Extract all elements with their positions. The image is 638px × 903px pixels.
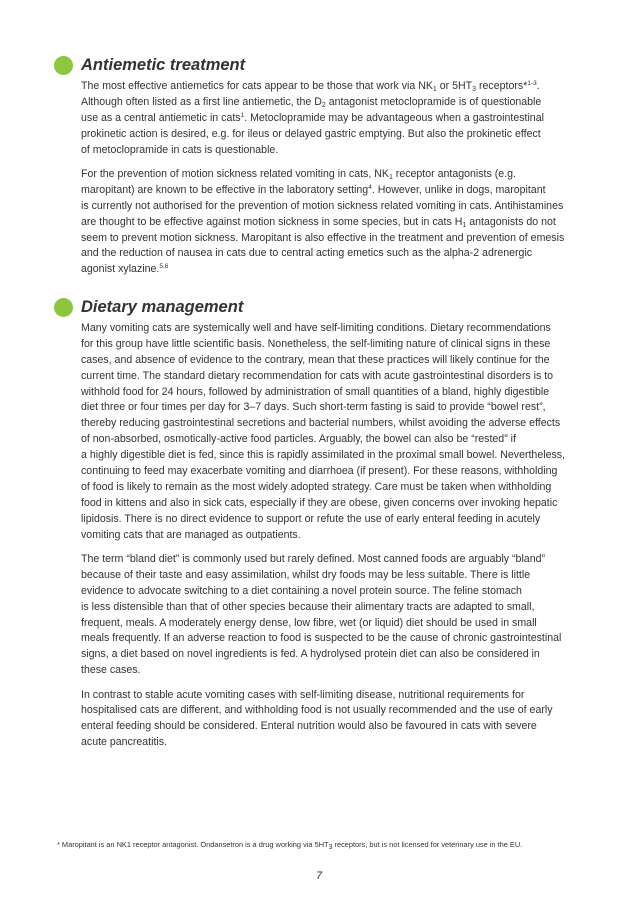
text-run: of non-absorbed, osmotically-active food particles. Arguably, the bowel can also be “rested” if <box>81 433 516 446</box>
text-run: . However, unlike in dogs, maropitant <box>371 183 546 196</box>
text-line <box>81 369 581 385</box>
text-line <box>81 79 581 95</box>
text-run: cases, and absence of evidence to the contrary, mean that these practices will likely continue for the <box>81 353 550 366</box>
text-run: In contrast to stable acute vomiting cases with self-limiting disease, nutritional requirements for <box>81 688 525 701</box>
text-run: frequent, meals. A moderately energy dense, low fibre, wet (or liquid) diet should be used in small <box>81 616 537 629</box>
paragraph <box>81 167 581 278</box>
text-line <box>81 337 581 353</box>
text-run: * Maropitant is an NK1 receptor antagonist. Ondansetron is a drug working via 5HT <box>57 840 329 849</box>
text-line <box>81 647 581 663</box>
text-line <box>81 353 581 369</box>
text-run: Many vomiting cats are systemically well and have self-limiting conditions. Dietary recommendations <box>81 322 551 334</box>
text-run: . <box>536 80 540 92</box>
text-run: meals frequently. If an adverse reaction to food is suspected to be the cause of chronic gastrointestinal <box>81 632 562 645</box>
section-heading: Antiemetic treatment <box>81 56 246 74</box>
text-run: antagonist metoclopramide is of questionable <box>325 95 542 108</box>
text-run: For the prevention of motion sickness related vomiting in cats, NK <box>81 167 389 180</box>
superscript: 4 <box>368 183 372 191</box>
text-run: hospitalised cats are different, and withholding food is not usually recommended and the use of early <box>81 704 553 717</box>
text-run: current time. The standard dietary recommendation for cats with acute gastrointestinal disorders is to <box>81 369 554 382</box>
text-run: . Metoclopramide may be advantageous when a gastrointestinal <box>244 111 544 124</box>
text-line <box>81 385 581 401</box>
text-line <box>81 631 581 647</box>
text-run: evidence to advocate switching to a diet containing a novel protein source. The feline stomach <box>81 584 522 597</box>
text-run: is currently not authorised for the prevention of motion sickness related vomiting in cats. Antihistamines <box>81 199 564 212</box>
page-number: 7 <box>315 870 323 882</box>
text-line <box>81 688 581 704</box>
text-run: of food is likely to remain as the most widely adopted strategy. Care must be taken when withholding <box>81 480 552 493</box>
text-run: The most effective antiemetics for cats appear to be those that work via NK <box>81 80 433 92</box>
text-line <box>81 552 581 568</box>
text-run: prokinetic action is desired, e.g. for ileus or delayed gastric emptying. But also the prokinetic effect <box>81 127 541 140</box>
text-run: maropitant) are known to be effective in the laboratory setting <box>81 183 369 196</box>
text-run: or 5HT <box>436 80 473 92</box>
text-run: vomiting cats that are managed as outpatients. <box>81 528 301 541</box>
text-line <box>81 246 581 262</box>
text-line <box>81 719 581 735</box>
text-line <box>81 111 581 127</box>
text-line <box>81 400 581 416</box>
text-run: agonist xylazine. <box>81 263 160 276</box>
text-run: use as a central antiemetic in cats <box>81 111 241 124</box>
text-line <box>81 416 581 432</box>
text-run: and the reduction of nausea in cats due to central acting emetics such as the alpha-2 adrenergic <box>81 247 533 260</box>
footnote <box>57 840 587 850</box>
paragraph <box>81 688 581 752</box>
section-body <box>81 79 581 287</box>
text-line <box>81 616 581 632</box>
text-run: is less distensible than that of other species because their alimentary tracts are adapted to small, <box>81 600 535 613</box>
superscript: 1 <box>240 111 245 119</box>
text-run: receptor antagonists (e.g. <box>392 167 516 180</box>
superscript: 5,6 <box>159 263 169 271</box>
text-line <box>81 95 581 111</box>
text-line <box>81 143 581 159</box>
text-run: receptors* <box>476 80 528 92</box>
text-run: seem to prevent motion sickness. Maropitant is also effective in the treatment and prevention of emesis <box>81 231 565 244</box>
text-line <box>81 321 581 337</box>
text-run: a highly digestible diet is fed, since this is rapidly assimilated in the proximal small bowel. Nevertheless, <box>81 449 566 462</box>
text-line <box>81 663 581 679</box>
text-line <box>81 231 581 247</box>
text-run: The term “bland diet” is commonly used but rarely defined. Most canned foods are arguably “bland” <box>81 552 546 565</box>
section-body <box>81 321 581 760</box>
text-line <box>81 703 581 719</box>
text-run: antagonists do not <box>466 215 556 228</box>
paragraph <box>81 79 581 158</box>
text-line <box>81 464 581 480</box>
text-run: these cases. <box>81 664 141 677</box>
subscript: 3 <box>472 86 477 93</box>
text-run: lipidosis. There is no direct evidence to support or refute the use of early enteral feeding in acutely <box>81 512 541 525</box>
subscript: 3 <box>328 844 333 851</box>
text-line <box>81 512 581 528</box>
text-run: of metoclopramide in cats is questionable. <box>81 143 279 156</box>
green-bullet-icon <box>54 298 73 317</box>
subscript: 2 <box>321 101 326 109</box>
text-line <box>81 432 581 448</box>
text-line <box>81 215 581 231</box>
subscript: 1 <box>462 221 467 229</box>
green-bullet-icon <box>54 56 73 75</box>
subscript: 1 <box>432 86 437 93</box>
text-run: because of their taste and easy assimilation, whilst dry foods may be less suitable. There is little <box>81 568 531 581</box>
text-run: enteral feeding should be considered. Enteral nutrition would also be favoured in cats with severe <box>81 720 537 733</box>
text-run: continuing to feed may exacerbate vomiting and diarrhoea (if present). For these reasons, withholding <box>81 465 558 478</box>
text-line <box>81 183 581 199</box>
text-run: for this group have little scientific basis. Nonetheless, the self-limiting nature of clinical signs in these <box>81 337 551 350</box>
text-line <box>81 568 581 584</box>
paragraph <box>81 552 581 679</box>
text-run: Although often listed as a first line antiemetic, the D <box>81 95 322 108</box>
superscript: 1-3 <box>527 80 537 87</box>
text-line <box>81 496 581 512</box>
section-heading: Dietary management <box>81 298 244 316</box>
text-line <box>81 735 581 751</box>
text-run: diet three or four times per day for 3–7 days. Such short-term fasting is said to provide “bowel rest”, <box>81 401 546 414</box>
text-run: are thought to be effective against motion sickness in some species, but in cats H <box>81 215 463 228</box>
text-line <box>81 167 581 183</box>
subscript: 1 <box>388 173 393 181</box>
paragraph <box>81 321 581 543</box>
text-line <box>81 600 581 616</box>
text-line <box>81 262 581 278</box>
text-line <box>81 584 581 600</box>
text-line <box>81 448 581 464</box>
text-run: food in kittens and also in sick cats, especially if they are obese, given concerns over invoking hepatic <box>81 496 558 509</box>
text-run: thereby reducing gastrointestinal secretions and bacterial numbers, whilst avoiding the adverse effects <box>81 417 561 430</box>
text-run: receptors, but is not licensed for veterinary use in the EU. <box>332 840 523 849</box>
text-run: withhold food for 24 hours, followed by administration of small quantities of a bland, highly digestible <box>81 385 550 398</box>
text-line <box>81 480 581 496</box>
text-run: signs, a diet based on novel ingredients is fed. A hydrolysed protein diet can also be considered in <box>81 648 540 661</box>
text-run: acute pancreatitis. <box>81 736 167 749</box>
text-line <box>81 199 581 215</box>
text-line <box>81 528 581 544</box>
text-line <box>81 127 581 143</box>
